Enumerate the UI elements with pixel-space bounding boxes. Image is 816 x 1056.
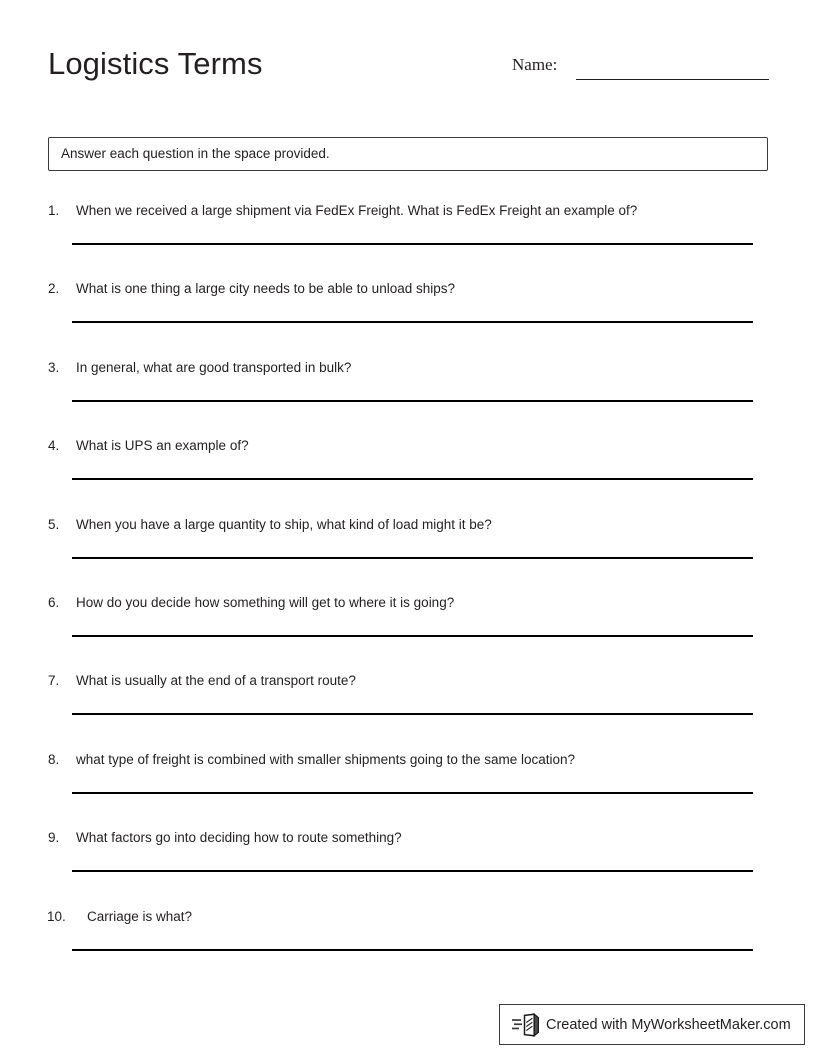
instruction-text: Answer each question in the space provided. bbox=[61, 146, 330, 161]
question-row bbox=[48, 514, 768, 536]
name-input-line[interactable] bbox=[576, 79, 769, 80]
question-number: 9. bbox=[48, 830, 60, 846]
question-text: What is one thing a large city needs to be able to unload ships? bbox=[76, 281, 455, 297]
question-item bbox=[48, 749, 768, 827]
question-item bbox=[48, 278, 768, 356]
footer-attribution-text: Created with MyWorksheetMaker.com bbox=[546, 1016, 791, 1033]
footer-attribution-badge[interactable] bbox=[499, 1004, 805, 1045]
question-number: 10. bbox=[47, 908, 66, 924]
question-list bbox=[48, 200, 768, 984]
question-text: What is usually at the end of a transport route? bbox=[76, 673, 356, 689]
question-text: Carriage is what? bbox=[87, 908, 193, 924]
question-text: In general, what are good transported in bulk? bbox=[76, 359, 352, 375]
answer-line[interactable] bbox=[72, 635, 753, 637]
question-row bbox=[48, 827, 768, 849]
answer-line[interactable] bbox=[72, 713, 753, 715]
question-number: 2. bbox=[48, 281, 60, 297]
question-text: what type of freight is combined with smaller shipments going to the same location? bbox=[76, 751, 576, 767]
question-text: When we received a large shipment via FedEx Freight. What is FedEx Freight an example of? bbox=[76, 203, 638, 218]
page-title: Logistics Terms bbox=[48, 46, 263, 81]
question-row bbox=[48, 435, 768, 457]
question-number: 4. bbox=[48, 438, 60, 454]
question-item bbox=[48, 906, 768, 984]
answer-line[interactable] bbox=[72, 243, 753, 245]
question-number: 5. bbox=[48, 516, 60, 532]
worksheet-header bbox=[48, 44, 769, 98]
question-item bbox=[48, 514, 768, 592]
instruction-box bbox=[48, 137, 768, 171]
answer-line[interactable] bbox=[72, 321, 753, 323]
answer-line[interactable] bbox=[72, 557, 753, 559]
question-text: When you have a large quantity to ship, what kind of load might it be? bbox=[76, 516, 492, 532]
answer-line[interactable] bbox=[72, 949, 753, 951]
question-row bbox=[48, 357, 768, 379]
question-number: 7. bbox=[48, 673, 60, 689]
question-number: 1. bbox=[48, 203, 60, 218]
question-row bbox=[48, 200, 768, 222]
question-text: What factors go into deciding how to route something? bbox=[76, 830, 402, 846]
question-number: 6. bbox=[48, 594, 60, 610]
question-number: 3. bbox=[48, 359, 60, 375]
question-row bbox=[48, 278, 768, 300]
answer-line[interactable] bbox=[72, 400, 753, 402]
question-item bbox=[48, 357, 768, 435]
question-text: How do you decide how something will get to where it is going? bbox=[76, 594, 455, 610]
question-row bbox=[48, 749, 768, 771]
shipping-page-motion-icon bbox=[512, 1013, 542, 1037]
name-field-group bbox=[512, 52, 769, 84]
question-item bbox=[48, 670, 768, 748]
question-number: 8. bbox=[48, 751, 60, 767]
question-item bbox=[48, 592, 768, 670]
question-row bbox=[48, 592, 768, 614]
question-row bbox=[48, 906, 768, 928]
question-item bbox=[48, 827, 768, 905]
question-text: What is UPS an example of? bbox=[76, 438, 249, 454]
answer-line[interactable] bbox=[72, 792, 753, 794]
name-label: Name: bbox=[512, 55, 558, 74]
question-item bbox=[48, 435, 768, 513]
answer-line[interactable] bbox=[72, 870, 753, 872]
question-item bbox=[48, 200, 768, 278]
question-row bbox=[48, 670, 768, 692]
answer-line[interactable] bbox=[72, 478, 753, 480]
